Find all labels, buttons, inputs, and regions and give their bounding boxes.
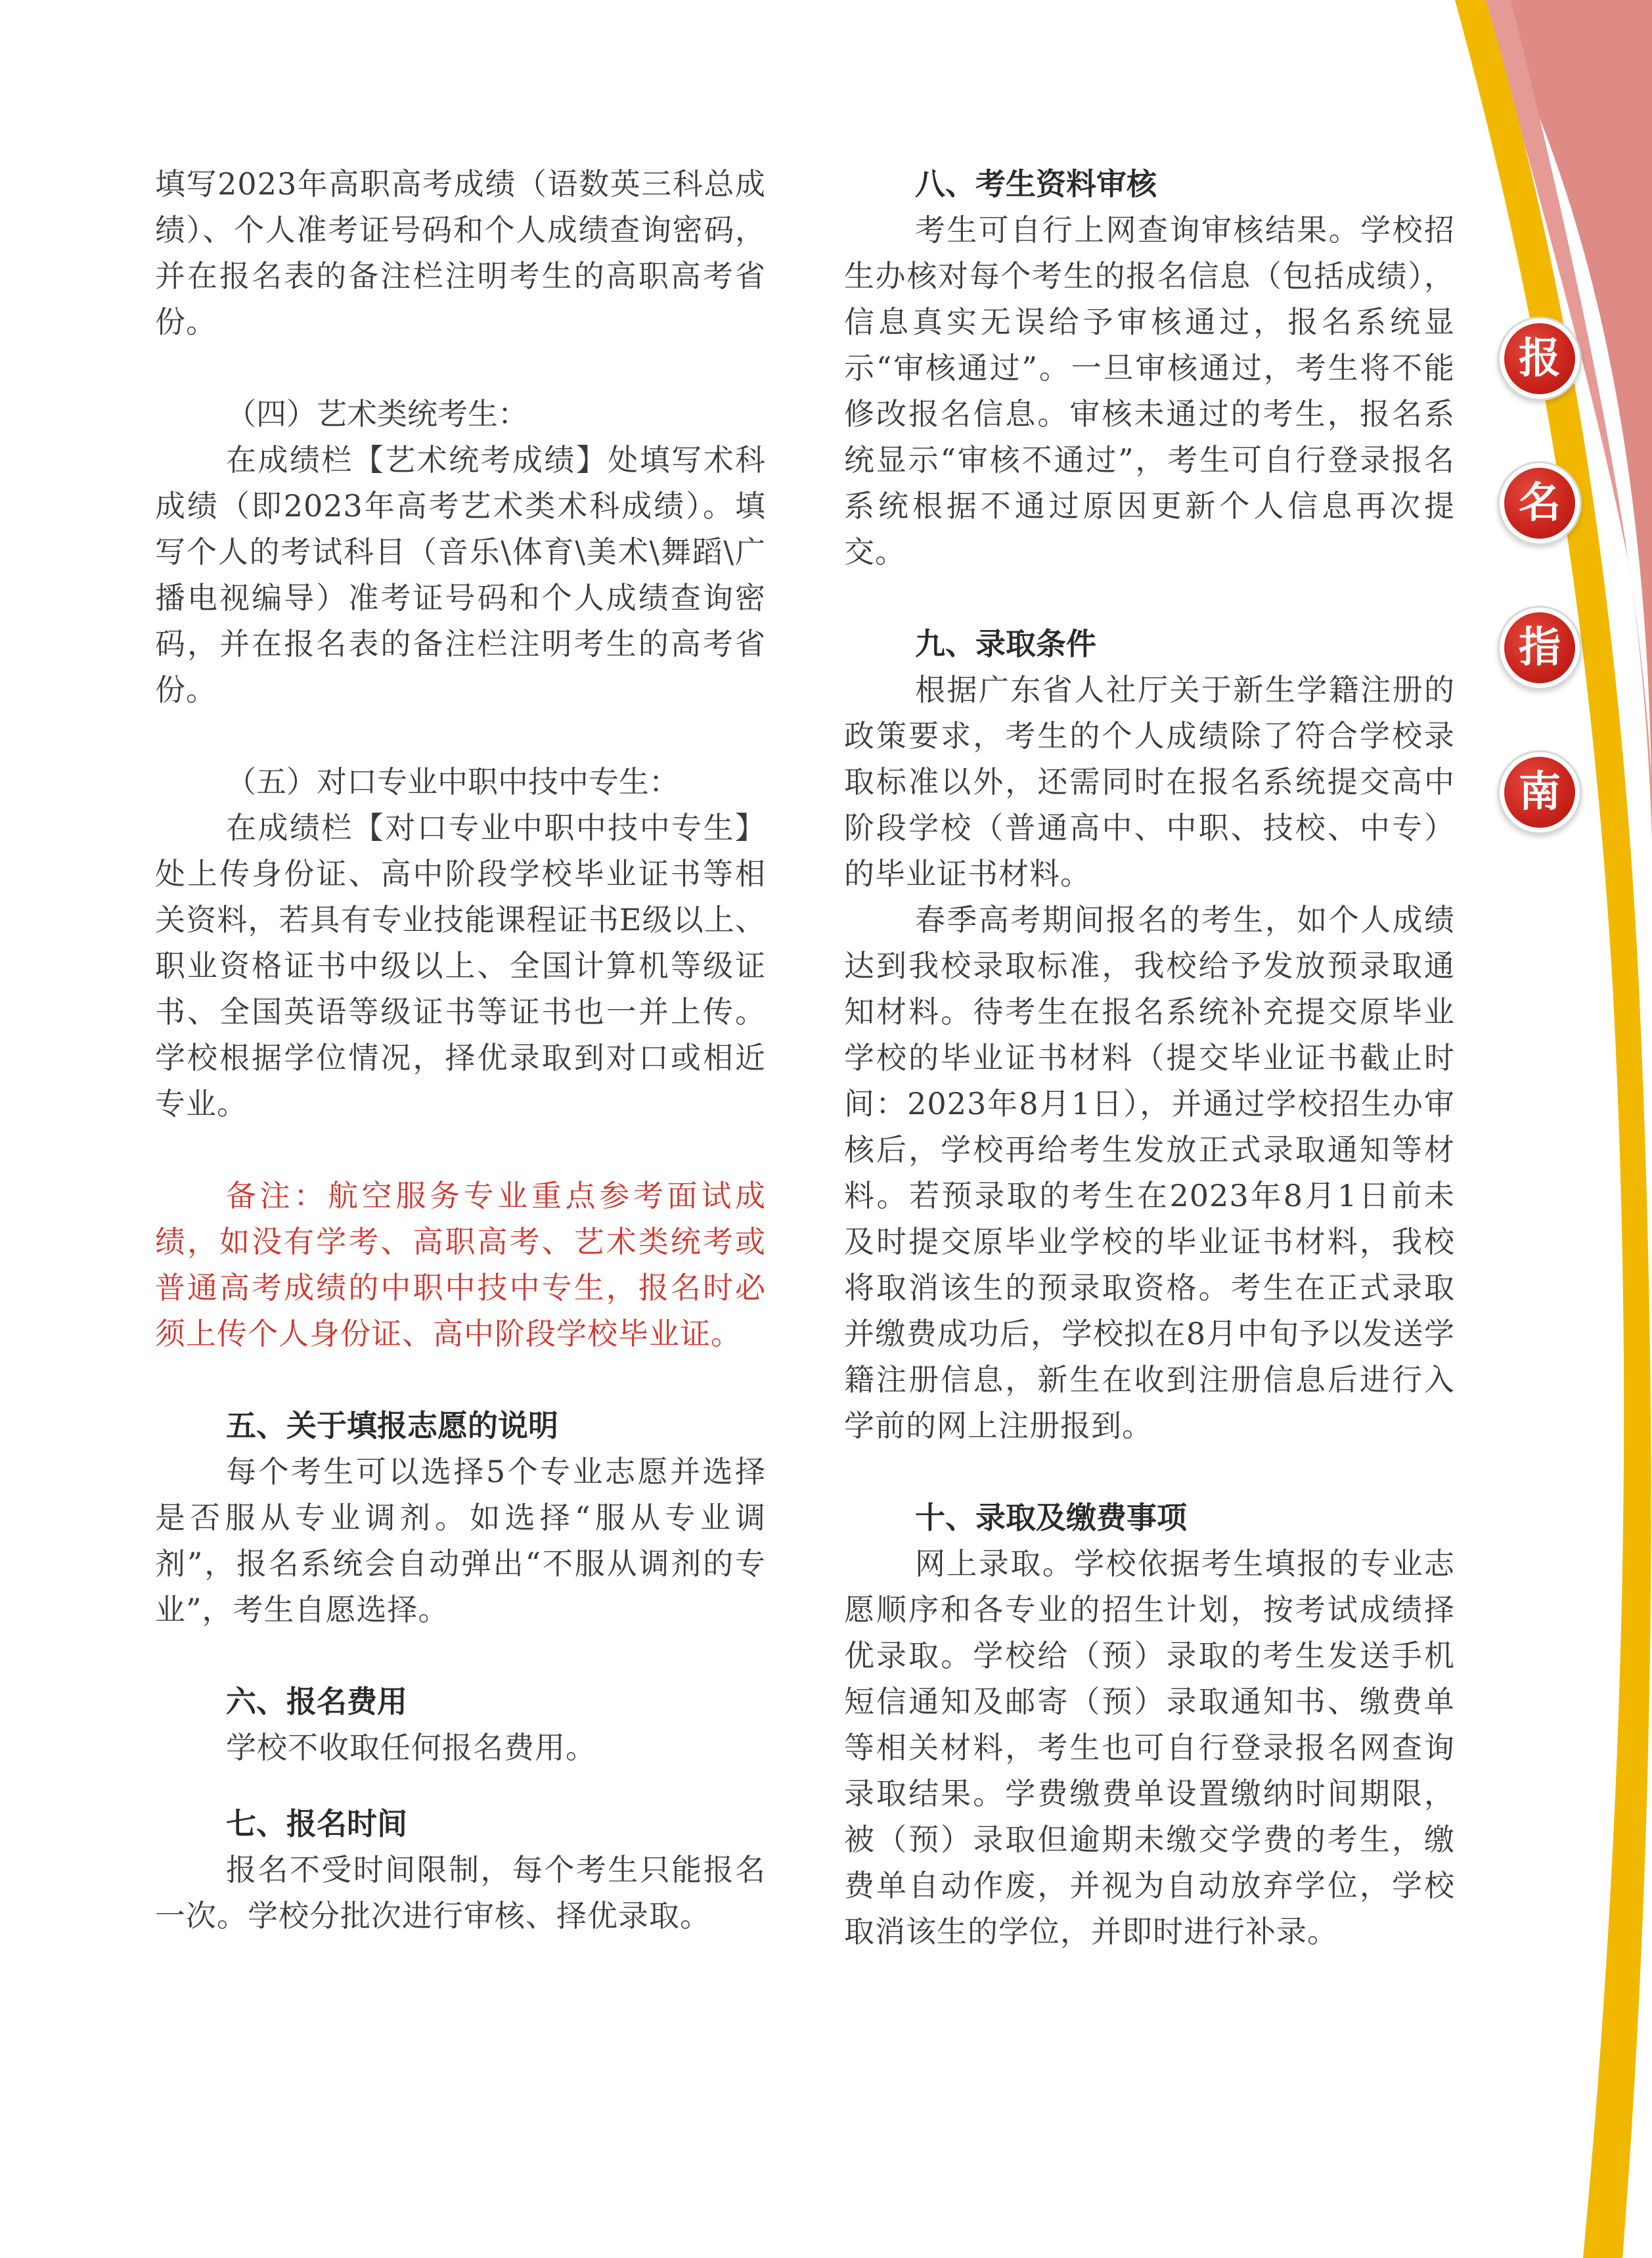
paragraph-section-8: 考生可自行上网查询审核结果。学校招生办核对每个考生的报名信息（包括成绩），信息真实无误给予审核通过，报名系统显示“审核通过”。一旦审核通过，考生将不能修改报名信息。审核未通过的考生，报名系统显示“审核不通过”，考生可自行登录报名系统根据不通过原因更新个人信息再次提交。: [844, 212, 1455, 570]
paragraph-section-6: 学校不收取任何报名费用。: [226, 1730, 596, 1765]
section-badges: [1504, 323, 1576, 901]
note-aviation-service: 备注：航空服务专业重点参考面试成绩，如没有学考、高职高考、艺术类统考或普通高考成绩的中职中技中专生，报名时必须上传个人身份证、高中阶段学校毕业证。: [155, 1178, 766, 1351]
paragraph-section-7: 报名不受时间限制，每个考生只能报名一次。学校分批次进行审核、择优录取。: [155, 1852, 766, 1933]
paragraph-vocational-scores: 填写2023年高职高考成绩（语数英三科总成绩）、个人准考证号码和个人成绩查询密码，并在报名表的备注栏注明考生的高职高考省份。: [155, 166, 766, 340]
heading-section-10: 十、录取及缴费事项: [915, 1500, 1187, 1535]
paragraph-section-10: 网上录取。学校依据考生填报的专业志愿顺序和各专业的招生计划，按考试成绩择优录取。学校给（预）录取的考生发送手机短信通知及邮寄（预）录取通知书、缴费单等相关材料，考生也可自行登录报名网查询录取结果。学费缴费单设置缴纳时间期限，被（预）录取但逾期未缴交学费的考生，缴费单自动作废，并视为自动放弃学位，学校取消该生的学位，并即时进行补录。: [844, 1546, 1455, 1949]
badge-char: 名: [1504, 468, 1575, 539]
subheading-art-students: （四）艺术类统考生：: [226, 396, 528, 432]
heading-section-5: 五、关于填报志愿的说明: [226, 1408, 558, 1443]
badge-char: 指: [1504, 612, 1575, 683]
paragraph-counterpart-students: 在成绩栏【对口专业中职中技中专生】处上传身份证、高中阶段学校毕业证书等相关资料，若具有专业技能课程证书E级以上、职业资格证书中级以上、全国计算机等级证书、全国英语等级证书等证书也一并上传。学校根据学位情况，择优录取到对口或相近专业。: [155, 810, 766, 1121]
heading-section-9: 九、录取条件: [915, 626, 1096, 662]
heading-section-6: 六、报名费用: [226, 1684, 407, 1719]
left-column: [155, 161, 766, 1939]
right-column: [844, 161, 1455, 1954]
badge-char: 南: [1504, 757, 1575, 828]
heading-section-7: 七、报名时间: [226, 1806, 407, 1841]
paragraph-section-5: 每个考生可以选择5个专业志愿并选择是否服从专业调剂。如选择“服从专业调剂”，报名系统会自动弹出“不服从调剂的专业”，考生自愿选择。: [155, 1454, 766, 1627]
heading-section-8: 八、考生资料审核: [915, 166, 1157, 202]
paragraph-section-9-spring: 春季高考期间报名的考生，如个人成绩达到我校录取标准，我校给予发放预录取通知材料。待考生在报名系统补充提交原毕业学校的毕业证书材料（提交毕业证书截止时间：2023年8月1日），并通过学校招生办审核后，学校再给考生发放正式录取通知等材料。若预录取的考生在2023年8月1日前未及时提交原毕业学校的毕业证书材料，我校将取消该生的预录取资格。考生在正式录取并缴费成功后，学校拟在8月中旬予以发送学籍注册信息，新生在收到注册信息后进行入学前的网上注册报到。: [844, 902, 1455, 1443]
paragraph-art-students: 在成绩栏【艺术统考成绩】处填写术科成绩（即2023年高考艺术类术科成绩）。填写个人的考试科目（音乐\体育\美术\舞蹈\广播电视编导）准考证号码和个人成绩查询密码，并在报名表的备注栏注明考生的高考省份。: [155, 442, 766, 708]
subheading-counterpart-students: （五）对口专业中职中技中专生：: [226, 764, 679, 800]
paragraph-section-9-policy: 根据广东省人社厅关于新生学籍注册的政策要求，考生的个人成绩除了符合学校录取标准以外，还需同时在报名系统提交高中阶段学校（普通高中、中职、技校、中专）的毕业证书材料。: [844, 672, 1455, 892]
badge-char: 报: [1504, 323, 1575, 394]
